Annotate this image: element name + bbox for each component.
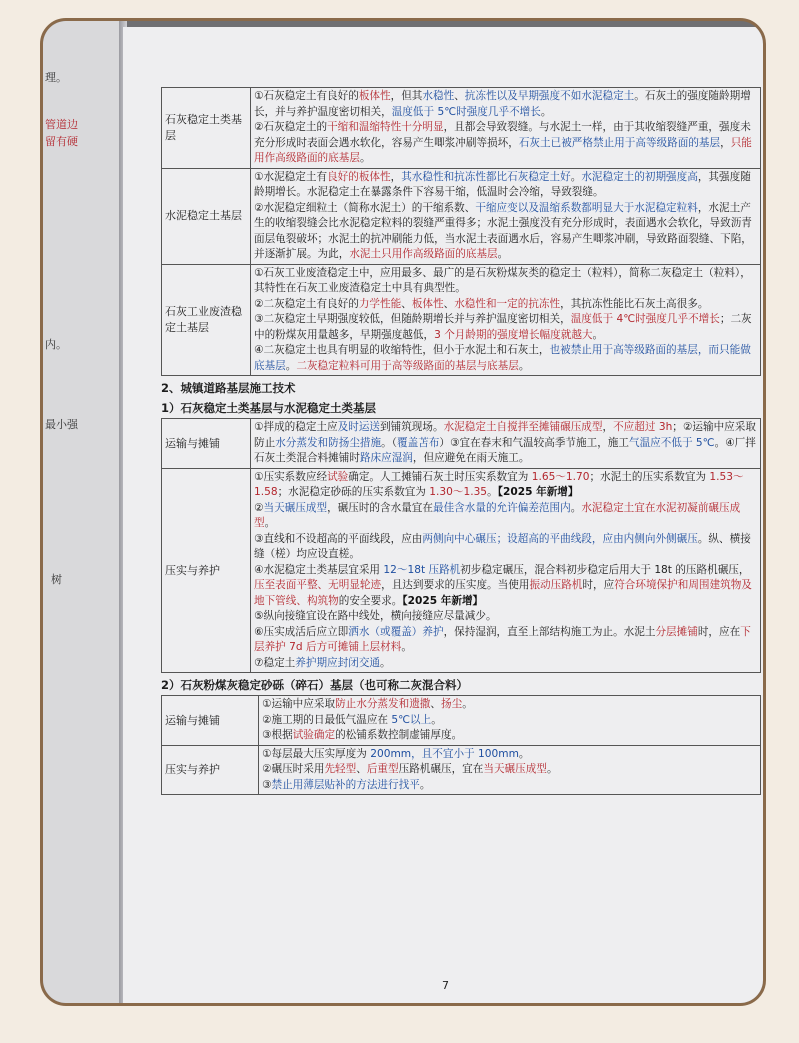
text-segment: ）③宜在春末和气温较高季节施工，施工 (439, 436, 629, 449)
table-lime-flyash-construction (161, 695, 761, 795)
highlight-text: 水泥稳定土自搅拌至摊铺碾压成型 (443, 421, 603, 433)
paragraph (254, 343, 757, 374)
text-segment: ⑥压实成活后应立即 (254, 625, 349, 638)
text-segment: 初步稳定碾压，混合料初步稳定后用大于 18t 的压路机碾压， (460, 563, 750, 576)
text-segment: ②石灰稳定土的 (254, 121, 328, 133)
highlight-text: 1.30～1.35 (429, 486, 488, 498)
photo-frame (40, 18, 766, 1006)
highlight-text: 只能用作高级路面的底基层 (254, 136, 752, 164)
text-segment: ②水泥稳定细粒土（简称水泥土）的干缩系数、 (254, 201, 476, 214)
text-segment: ⑤纵向接缝宜设在路中线处，横向接缝应尽量减少。 (254, 610, 497, 622)
highlight-text: 两侧向中心碾压 (422, 532, 497, 545)
highlight-text: 1.53～1.58 (254, 470, 744, 498)
text-segment: ③直线和不设超高的平面线段，应由 (254, 532, 423, 545)
highlight-text: 12～18t 压路机 (383, 563, 461, 576)
row-content (251, 264, 761, 376)
paragraph (254, 266, 757, 297)
paragraph (254, 201, 757, 263)
text-segment: ①压实系数应经 (254, 470, 328, 483)
highlight-text: 板体性 (411, 297, 444, 310)
highlight-text: ，且不宜小于 100mm (411, 747, 519, 760)
text-segment: ②二灰稳定土有良好的 (254, 297, 359, 310)
text-segment: ①石灰稳定土有良好的 (254, 90, 359, 102)
text-segment: 、 (401, 297, 412, 310)
row-label: 运输与摊铺 (162, 696, 259, 746)
highlight-text: 压至表面平整、无明显轮迹 (254, 579, 382, 591)
text-segment: 。 (431, 713, 442, 726)
highlight-text: 覆盖苫布 (397, 436, 440, 449)
table-base-types (161, 87, 761, 376)
highlight-text: 温度低于 4℃时强度几乎不增长 (570, 313, 720, 325)
row-label: 石灰工业废渣稳定土基层 (162, 264, 251, 376)
text-segment: ②碾压时采用 (262, 763, 325, 775)
row-content (259, 745, 761, 795)
text-segment: ，但应避免在雨天施工。 (412, 452, 530, 464)
text-segment: ，且达到要求的压实度。当使用 (381, 579, 530, 591)
text-segment: ③ (262, 778, 272, 791)
text-segment: 确定。人工摊铺石灰土时压实系数宜为 (348, 470, 532, 483)
text-segment: 。 (497, 248, 509, 260)
highlight-text: 分层摊铺 (655, 625, 698, 638)
text-segment: ⑦稳定土 (254, 656, 296, 669)
highlight-text: 也被禁止用于高等级路面的基层，而只能做底基层 (254, 344, 751, 372)
text-segment: ；水泥土的压实系数宜为 (589, 470, 710, 483)
highlight-text: 当天碾压成型 (263, 501, 328, 514)
subsection-heading: 1）石灰稳定土类基层与水泥稳定土类基层 (161, 401, 376, 415)
paragraph (254, 501, 757, 532)
page-number: 7 (442, 979, 449, 992)
table-row (162, 264, 761, 376)
left-fragment: 留有硬 (45, 135, 78, 148)
paragraph (262, 728, 757, 744)
highlight-text: 1.65～1.70 (531, 470, 590, 483)
text-segment: 。 (462, 698, 473, 710)
text-segment: ；二灰中的粉煤灰用量越多，早期强度越低， (254, 313, 752, 341)
text-segment: 、 (430, 698, 441, 710)
text-segment: 。④厂拌石灰土类混合料摊铺时 (254, 436, 756, 464)
text-segment: 、 (454, 90, 465, 102)
text-segment: ， (720, 136, 731, 149)
paragraph (254, 532, 757, 563)
highlight-text: 试验 (327, 470, 349, 483)
text-segment: 。 (540, 105, 552, 118)
left-page-edge (43, 21, 123, 1003)
highlight-text: 符合环境保护和周围建筑物及地下管线、构筑物 (254, 579, 752, 607)
paragraph (254, 297, 757, 313)
text-segment: ；水泥稳定砂砾的压实系数宜为 (277, 486, 430, 498)
highlight-text: 试验确定 (292, 729, 336, 741)
highlight-text: 水泥土只用作高级路面的底基层 (349, 248, 498, 260)
page-content (161, 87, 761, 795)
highlight-text: 及时运送 (337, 421, 381, 433)
left-fragment: 理。 (45, 71, 67, 84)
text-segment: ，水泥土产生的收缩裂缝会比水泥稳定粒料的裂缝严重得多；水泥土强度没有充分形成时，表面遇水会软化，导致沥青面层龟裂破坏；水泥土的抗冲刷能力低，当水泥土表面遇水后，容易产生唧浆冲刷，导致路面裂缝、下陷，并逐渐扩展。为此， (254, 201, 752, 260)
highlight-text: 抗冻性以及早期强度不如水泥稳定土 (464, 90, 635, 102)
text-segment: 。 (518, 359, 530, 372)
text-segment: 。 (419, 778, 431, 791)
highlight-text: 200mm (370, 747, 412, 760)
left-fragment: 内。 (45, 338, 67, 351)
text-segment: 的安全要求。 (338, 594, 403, 607)
text-segment: 。 (518, 747, 530, 760)
text-segment: ， (390, 170, 402, 183)
text-segment: ①每层最大压实厚度为 (262, 747, 371, 760)
text-segment: 。 (546, 763, 558, 775)
left-fragment: 最小强 (45, 418, 78, 431)
section-heading: 2、城镇道路基层施工技术 (161, 381, 296, 395)
highlight-text: 最佳含水量的允许偏差范围内 (433, 501, 571, 514)
paragraph (254, 656, 757, 672)
text-segment: ，且都会导致裂缝。与水泥土一样，由于其收缩裂缝严重，强度未充分形成时表面会遇水软化，容易产生唧浆冲刷等损坏， (254, 121, 751, 149)
highlight-text: 下层养护 7d 后方可摊铺上层材料 (254, 625, 751, 653)
highlight-text: 水稳性 (422, 90, 455, 102)
row-label: 压实与养护 (162, 745, 259, 795)
text-segment: ④二灰稳定土也具有明显的收缩特性，但小于水泥土和石灰土， (254, 344, 550, 356)
text-segment: 、 (356, 763, 367, 775)
text-segment: 。 (380, 656, 391, 669)
highlight-text: 石灰土已被严格禁止用于高等级路面的基层 (518, 136, 721, 149)
text-segment: 。石灰土的强度随龄期增长，并与养护温度密切相关， (254, 90, 751, 118)
highlight-text: ；设超高的平曲线段，应由内侧向外侧碾压 (496, 532, 698, 545)
left-fragment: 管道边 (45, 118, 78, 131)
text-segment: 。纵、横接缝（槎）均应设直槎。 (254, 532, 751, 560)
subsection-heading: 2）石灰粉煤灰稳定砂砾（碎石）基层（也可称二灰混合料） (161, 678, 468, 692)
text-segment: 。 (570, 501, 582, 514)
paragraph (262, 778, 757, 794)
text-segment: 到铺筑现场。 (380, 421, 444, 433)
paragraph (254, 170, 757, 201)
paragraph (262, 697, 757, 713)
table-row (162, 468, 761, 673)
highlight-text: 良好的板体性 (327, 170, 391, 183)
row-content (251, 168, 761, 264)
text-segment: ③根据 (262, 729, 293, 741)
highlight-text: 【2025 年新增】 (402, 594, 484, 607)
paragraph (254, 625, 757, 656)
text-segment: 。 (264, 517, 276, 529)
text-segment: ，其强度随龄期增长。水泥稳定土在暴露条件下容易干缩，低温时会冷缩，导致裂缝。 (254, 170, 751, 198)
paragraph (254, 312, 757, 343)
text-segment: 。 (570, 170, 582, 183)
table-row (162, 696, 761, 746)
text-segment: ，碾压时的含水量宜在 (327, 501, 433, 514)
text-segment: 。 (401, 641, 412, 653)
highlight-text: 水泥稳定土的初期强度高 (581, 170, 698, 183)
paragraph (262, 747, 757, 763)
text-segment: 的松铺系数控制虚铺厚度。 (335, 729, 463, 741)
row-label: 压实与养护 (162, 468, 251, 673)
highlight-text: 水分蒸发和防扬尘措施 (275, 436, 382, 449)
highlight-text: 禁止用薄层贴补的方法进行找平 (271, 778, 420, 791)
highlight-text: 洒水（或覆盖）养护 (348, 625, 444, 638)
highlight-text: 防止水分蒸发和遗撒 (335, 698, 431, 710)
highlight-text: 【2025 年新增】 (497, 486, 579, 498)
highlight-text: 板体性 (358, 90, 391, 102)
highlight-text: 当天碾压成型 (483, 763, 547, 775)
highlight-text: 扬尘 (441, 698, 463, 710)
text-segment: 压路机碾压，宜在 (398, 763, 484, 775)
highlight-text: 养护期应封闭交通 (295, 656, 381, 669)
paragraph (254, 120, 757, 167)
table-row (162, 88, 761, 169)
row-content (251, 419, 761, 469)
text-segment: ③二灰稳定土早期强度较低，但随龄期增长并与养护温度密切相关， (254, 313, 571, 325)
text-segment: 。 (285, 359, 297, 372)
highlight-text: 二灰稳定粒料可用于高等级路面的基层与底基层 (296, 359, 519, 372)
highlight-text: 其水稳性和抗冻性都比石灰稳定土好 (401, 170, 571, 183)
text-segment: 、 (443, 297, 455, 310)
highlight-text: 温度低于 5℃时强度几乎不增长 (391, 105, 541, 118)
text-segment: 。（ (381, 436, 398, 449)
highlight-text: 干缩应变以及温缩系数都明显大于水泥稳定粒料 (475, 201, 698, 214)
paragraph (254, 609, 757, 625)
row-label: 运输与摊铺 (162, 419, 251, 469)
text-segment: ④水泥稳定土类基层宜采用 (254, 563, 384, 576)
paragraph (262, 713, 757, 729)
highlight-text: 振动压路机 (529, 579, 583, 591)
row-label: 石灰稳定土类基层 (162, 88, 251, 169)
table-row (162, 168, 761, 264)
highlight-text: 后重型 (366, 763, 399, 775)
text-segment: 。 (487, 486, 498, 498)
text-segment: ， (602, 421, 614, 433)
row-content (251, 468, 761, 673)
highlight-text: 干缩和温缩特性十分明显 (327, 121, 444, 133)
text-segment: ② (254, 501, 264, 514)
text-segment: ①石灰工业废渣稳定土中，应用最多、最广的是石灰粉煤灰类的稳定土（粒料），简称二灰稳定土（粒料），其特性在石灰工业废渣稳定土中具有典型性。 (254, 266, 751, 294)
highlight-text: 水泥稳定土宜在水泥初凝前碾压成型 (254, 501, 741, 529)
paragraph (254, 470, 757, 501)
highlight-text: 气温应不低于 5℃ (628, 436, 715, 449)
text-segment: 时，应在 (697, 625, 741, 638)
table-row (162, 745, 761, 795)
text-segment: ，其抗冻性能比石灰土高很多。 (560, 297, 709, 310)
text-segment: ；②运输中应采取防止 (254, 421, 756, 449)
paragraph (254, 563, 757, 610)
book-page (123, 27, 766, 1006)
highlight-text: 先轻型 (324, 763, 357, 775)
row-content (259, 696, 761, 746)
highlight-text: 力学性能 (358, 297, 402, 310)
text-segment: 。 (359, 152, 371, 164)
highlight-text: 路床应湿润 (359, 452, 413, 464)
highlight-text: 水稳性和一定的抗冻性 (454, 297, 561, 310)
text-segment: ，保持湿润，直至上部结构施工为止。水泥土 (443, 625, 656, 638)
highlight-text: 不应超过 3h (613, 421, 673, 433)
text-segment: ①拌成的稳定土应 (254, 421, 338, 433)
text-segment: ②施工期的日最低气温应在 (262, 713, 392, 726)
highlight-text: 5℃以上 (391, 713, 432, 726)
text-segment: ①水泥稳定土有 (254, 170, 328, 183)
text-segment: ①运输中应采取 (262, 698, 336, 710)
paragraph (254, 89, 757, 120)
paragraph (254, 420, 757, 467)
row-content (251, 88, 761, 169)
table-row (162, 419, 761, 469)
table-lime-cement-construction (161, 418, 761, 673)
highlight-text: 3 个月龄期的强度增长幅度就越大 (434, 328, 593, 341)
text-segment: 。 (592, 328, 604, 341)
text-segment: 时，应 (582, 579, 615, 591)
text-segment: ，但其 (390, 90, 423, 102)
left-fragment: 树 (51, 573, 62, 586)
row-label: 水泥稳定土基层 (162, 168, 251, 264)
paragraph (262, 762, 757, 778)
